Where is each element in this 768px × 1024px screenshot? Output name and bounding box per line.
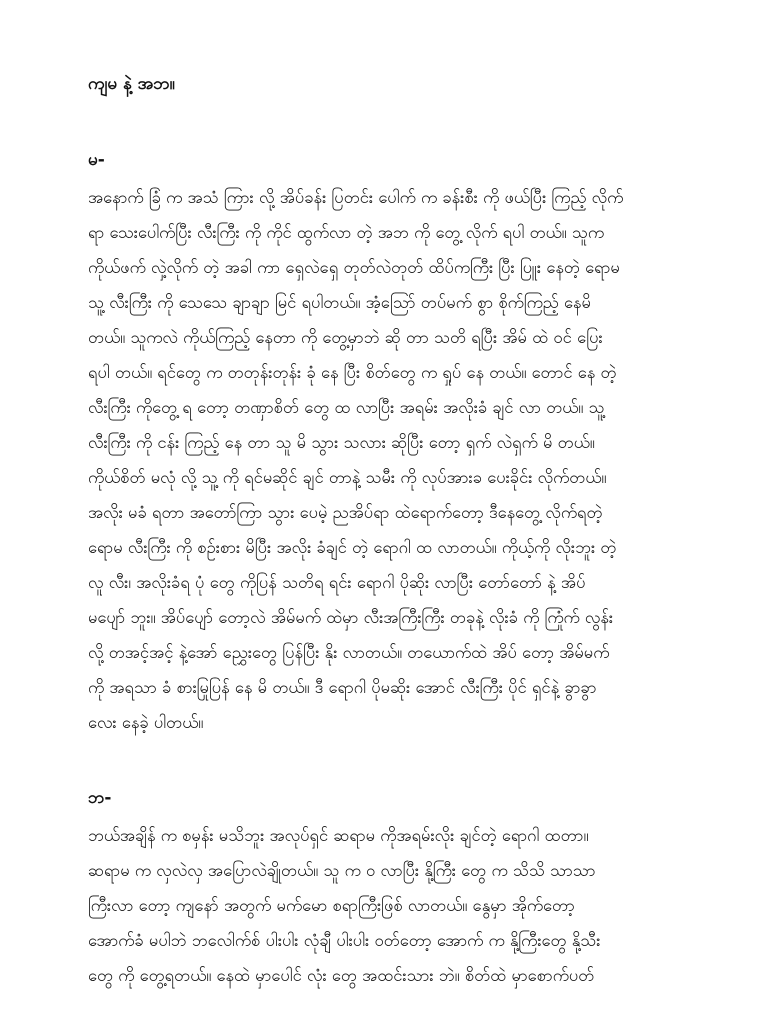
section-paragraph-ma [88, 180, 696, 740]
paragraph-line: လီးကြီး ကို ငန်း ကြည့် နေ တာ သူ မိ သွား သလား ဆိုပြီး တော့ ရှက် လဲရှက် မိ တယ်။ [88, 433, 595, 452]
paragraph-line: ကိုယ်စိတ် မလုံ လို့ သူ့ ကို ရင်မဆိုင် ချင် တာနဲ့ သမီး ကို လုပ်အားခ ပေးခိုင်း လိုက်တယ်။ [88, 468, 607, 487]
paragraph-line: လို့ တအင့်အင့် နဲ့အော် ညွှေးတွေ ပြန်ပြီး နိုး လာတယ်။ တယောက်ထဲ အိပ် တော့ အိမ်မက် [88, 643, 610, 662]
paragraph-line: ကို အရသာ ခံ စားမြုပြန် နေ မိ တယ်။ ဒီ ရောဂါ ပိုမဆိုး အောင် လီးကြီး ပိုင် ရှင်နဲ့ ခွာခွာ [88, 678, 597, 697]
paragraph-line: ရာ သေးပေါက်ပြီး လီးကြီး ကို ကိုင် ထွက်လာ တဲ့ အဘ ကို တွေ့ လိုက် ရပါ တယ်။ သူက [88, 223, 604, 242]
paragraph-line: အနောက် ခြံ က အသံ ကြား လို့ အိပ်ခန်း ပြတင်း ပေါက် က ခန်းစီး ကို ဖယ်ပြီး ကြည့် လိုက် [88, 188, 624, 207]
section-heading-ba: ဘ- [88, 788, 112, 808]
paragraph-line: သူ့ လီးကြီး ကို သေသေ ချာချာ မြင် ရပါတယ်။ အံ့သြော် တပ်မက် စွာ စိုက်ကြည့် နေမိ [88, 293, 591, 312]
paragraph-line: ရပါ တယ်။ ရင်တွေ က တတုန်းတုန်း ခုံ နေ ပြီး စိတ်တွေ က ရှုပ် နေ တယ်။ တောင် နေ တဲ့ [88, 363, 617, 382]
paragraph-line: တွေ ကို တွေ့ရတယ်။ နေထဲ မှာပေါင် လုံး တွေ အထင်းသား ဘဲ။ စိတ်ထဲ မှာစောက်ပတ် [88, 966, 595, 985]
paragraph-line: အလိုး မခံ ရတာ အတော်ကြာ သွား ပေမဲ့ ညအိပ်ရာ ထဲရောက်တော့ ဒီနေတွေ့ လိုက်ရတဲ့ [88, 503, 603, 522]
paragraph-line: ဆရာမ က လှလဲလှ အပြောလဲချိုတယ်။ သူ က ဝ လာပြီး နို့ကြီး တွေ က သိသိ သာသာ [88, 861, 596, 880]
section-paragraph-ba [88, 818, 696, 993]
paragraph-line: ကိုယ်ဖက် လှဲ့လိုက် တဲ့ အခါ ကာ ရှေလဲရှေ တုတ်လဲတုတ် ထိပ်ကကြီး ပြီး ပြူး နေတဲ့ ရောမ [88, 258, 620, 277]
paragraph-line: လူ လီး၊ အလိုးခံရ ပုံ တွေ ကိုပြန် သတိရ ရင်း ရောဂါ ပိုဆိုး လာပြီး တော်တော် နဲ့ အိပ် [88, 573, 586, 592]
paragraph-line: လေး နေခဲ့ ပါတယ်။ [88, 713, 204, 732]
paragraph-line: အောက်ခံ မပါဘဲ ဘလေါက်စ် ပါးပါး လုံချီ ပါးပါး ဝတ်တော့ အောက် က နို့ကြီးတွေ နို့သီး [88, 931, 601, 950]
paragraph-line: ကြီးလာ တော့ ကျနော် အတွက် မက်မော စရာကြီးဖြစ် လာတယ်။ နွေမှာ အိုက်တော့ [88, 896, 575, 915]
section-heading-ma: မ- [88, 150, 105, 170]
document-title: ကျမ နဲ့ အဘ။ [88, 74, 175, 94]
paragraph-line: ရောမ လီးကြီး ကို စဉ်းစား မိပြီး အလိုး ခံချင် တဲ့ ရောဂါ ထ လာတယ်။ ကိုယ့်ကို လိုးဘူး တဲ့ [88, 538, 617, 557]
paragraph-line: ဘယ်အချိန် က စမှန်း မသိဘူး အလုပ်ရှင် ဆရာမ ကိုအရမ်းလိုး ချင်တဲ့ ရောဂါ ထတာ။ [88, 826, 589, 845]
paragraph-line: မပျော် ဘူး။ အိပ်ပျော် တော့လဲ အိမ်မက် ထဲမှာ လီးအကြီးကြီး တခုနဲ့ လိုးခံ ကို ကြုံက် လွန်း [88, 608, 614, 627]
paragraph-line: လီးကြီး ကိုတွေ့ ရ တော့ တဏှာစိတ် တွေ ထ လာပြီး အရမ်း အလိုးခံ ချင် လာ တယ်။ သူ့ [88, 398, 605, 417]
paragraph-line: တယ်။ သူကလဲ ကိုယ်ကြည့် နေတာ ကို တွေ့မှာဘဲ ဆို တာ သတိ ရပြီး အိမ် ထဲ ဝင် ပြေး [88, 328, 603, 347]
